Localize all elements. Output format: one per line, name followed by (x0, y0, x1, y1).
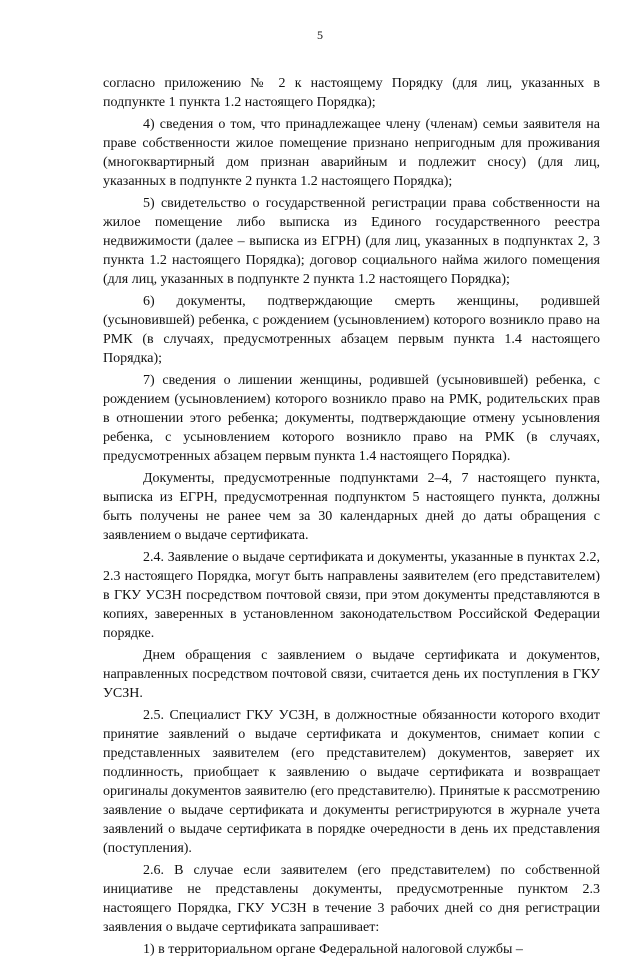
paragraph: Документы, предусмотренные подпунктами 2–4, 7 настоящего пункта, выписка из ЕГРН, предусмотренная подпунктом 5 настоящего пункта, должны быть получены не ранее чем за 30 календарных дней до даты обращения с заявлением о выдаче сертификата. (103, 471, 600, 543)
paragraph: 4) сведения о том, что принадлежащее члену (членам) семьи заявителя на праве собственности жилое помещение признано непригодным для проживания (многоквартирный дом признан аварийным и подлежит сносу) (для лиц, указанных в подпункте 2 пункта 1.2 настоящего Порядка); (103, 117, 600, 189)
document-body (103, 74, 600, 959)
paragraph: 6) документы, подтверждающие смерть женщины, родившей (усыновившей) ребенка, с рождением (усыновлением) которого возникло право на РМК (в случаях, предусмотренных абзацем первым пункта 1.4 настоящего Порядка); (103, 294, 600, 366)
paragraph: 2.5. Специалист ГКУ УСЗН, в должностные обязанности которого входит принятие заявлений о выдаче сертификата и документов, снимает копии с представленных заявителем (его представителем) документов, заверяет их подлинность, приобщает к заявлению о выдаче сертификата и возвращает оригиналы документов заявителю (его представителю). Принятые к рассмотрению заявление о выдаче сертификата и документы регистрируются в журнале учета заявлений о выдаче сертификата в порядке очередности в день их представления (поступления). (103, 708, 600, 856)
page-number: 5 (317, 28, 323, 42)
paragraph: 7) сведения о лишении женщины, родившей (усыновившей) ребенка, с рождением (усыновлением) которого возникло право на РМК, родительских прав в отношении этого ребенка; документы, подтверждающие отмену усыновления ребенка, с усыновлением которого возникло право на РМК (в случаях, предусмотренных абзацем первым пункта 1.4 настоящего Порядка). (103, 373, 600, 464)
paragraph: Днем обращения с заявлением о выдаче сертификата и документов, направленных посредством почтовой связи, считается день их поступления в ГКУ УСЗН. (103, 648, 600, 701)
paragraph: согласно приложению № 2 к настоящему Порядку (для лиц, указанных в подпункте 1 пункта 1.2 настоящего Порядка); (103, 76, 600, 110)
paragraph: 5) свидетельство о государственной регистрации права собственности на жилое помещение либо выписка из Единого государственного реестра недвижимости (далее – выписка из ЕГРН) (для лиц, указанных в подпунктах 2, 3 пункта 1.2 настоящего Порядка); договор социального найма жилого помещения (для лиц, указанных в подпункте 2 пункта 1.2 настоящего Порядка); (103, 196, 600, 287)
paragraph: 1) в территориальном органе Федеральной налоговой службы – (143, 942, 523, 957)
paragraph: 2.4. Заявление о выдаче сертификата и документы, указанные в пунктах 2.2, 2.3 настоящего Порядка, могут быть направлены заявителем (его представителем) в ГКУ УСЗН посредством почтовой связи, при этом документы представляются в копиях, заверенных в установленном законодательством Российской Федерации порядке. (103, 550, 600, 641)
paragraph: 2.6. В случае если заявителем (его представителем) по собственной инициативе не представлены документы, предусмотренные пунктом 2.3 настоящего Порядка, ГКУ УСЗН в течение 3 рабочих дней со дня регистрации заявления о выдаче сертификата запрашивает: (103, 863, 600, 935)
